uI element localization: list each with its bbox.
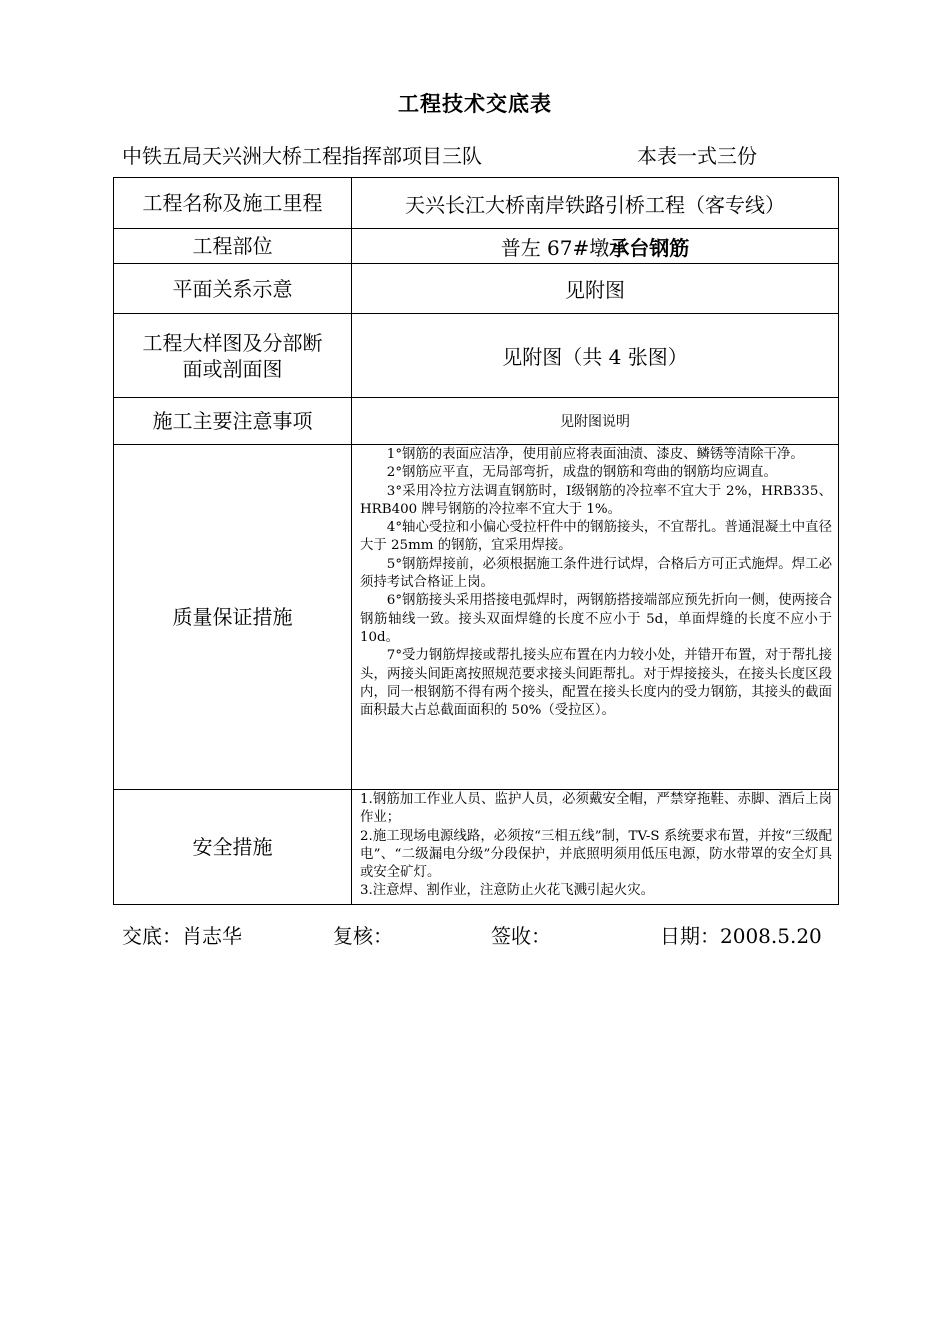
document-title: 工程技术交底表	[398, 91, 552, 116]
quality-item: 1°钢筋的表面应洁净，使用前应将表面油渍、漆皮、鳞锈等清除干净。	[386, 447, 804, 462]
project-name-label: 工程名称及施工里程	[114, 178, 352, 229]
table-row	[114, 445, 839, 790]
quality-item: 5°钢筋焊接前，必须根据施工条件进行试焊，合格后方可正式施焊。焊工必须持考试合格证上岗。	[360, 556, 832, 591]
project-part-pier: 普左 67#墩	[500, 235, 610, 260]
notes-label: 施工主要注意事项	[114, 398, 352, 445]
safety-label: 安全措施	[114, 790, 352, 905]
table-row	[114, 178, 839, 229]
quality-label: 质量保证措施	[114, 445, 352, 790]
quality-item: 7°受力钢筋焊接或帮扎接头应布置在内力较小处，并错开布置，对于帮扎接头，两接头间距离按照规范要求接头间距帮扎。对于焊接接头，在接头长度区段内，同一根钢筋不得有两个接头，配置在接头长度内的受力钢筋，其接头的截面面积最大占总截面面积的 50%（受拉区）。	[360, 648, 832, 719]
safety-item: 2.施工现场电源线路，必须按“三相五线”制，TV-S 系统要求布置，并按“三级配电”、“二级漏电分级”分段保护，并底照明须用低压电源，防水带罩的安全灯具或安全矿灯。	[360, 828, 832, 881]
safety-item: 1.钢筋加工作业人员、监护人员，必须戴安全帽，严禁穿拖鞋、赤脚、酒后上岗作业；	[360, 792, 832, 826]
handover-date: 日期：2008.5.20	[660, 924, 822, 948]
detail-drawing-label	[114, 314, 352, 398]
safety-measures	[352, 790, 839, 905]
plan-label: 平面关系示意	[114, 264, 352, 314]
quality-item: 6°钢筋接头采用搭接电弧焊时，两钢筋搭接端部应预先折向一侧，使两接合钢筋轴线一致。接头双面焊缝的长度不应小于 5d，单面焊缝的长度不应小于 10d。	[360, 593, 832, 645]
table-row	[114, 229, 839, 264]
project-part-value	[352, 229, 839, 264]
quality-item: 3°采用冷拉方法调直钢筋时，Ⅰ级钢筋的冷拉率不宜大于 2%，HRB335、HRB400 牌号钢筋的冷拉率不宜大于 1%。	[360, 483, 832, 517]
project-part-label: 工程部位	[114, 229, 352, 264]
notes-value: 见附图说明	[352, 398, 839, 445]
detail-label-line2: 面或剖面图	[182, 356, 283, 381]
copies-note: 本表一式三份	[637, 144, 757, 168]
detail-drawing-value: 见附图（共 4 张图）	[352, 314, 839, 398]
project-name-value: 天兴长江大桥南岸铁路引桥工程（客专线）	[352, 178, 839, 229]
reviewed-by: 复核：	[333, 924, 393, 948]
handover-table	[113, 177, 839, 905]
detail-label-line1: 工程大样图及分部断	[142, 330, 323, 355]
quality-item: 4°轴心受拉和小偏心受拉杆件中的钢筋接头，不宜帮扎。普通混凝土中直径大于 25mm 的钢筋，宜采用焊接。	[360, 520, 832, 554]
handover-by: 交底：肖志华	[122, 924, 242, 948]
table-row	[114, 398, 839, 445]
safety-item: 3.注意焊、割作业，注意防止火花飞溅引起火灾。	[360, 883, 654, 899]
table-row	[114, 790, 839, 905]
plan-value: 见附图	[352, 264, 839, 314]
table-row	[114, 264, 839, 314]
quality-measures	[352, 445, 839, 790]
issuing-unit: 中铁五局天兴洲大桥工程指挥部项目三队	[122, 144, 482, 168]
quality-item: 2°钢筋应平直，无局部弯折，成盘的钢筋和弯曲的钢筋均应调直。	[386, 465, 777, 481]
received-by: 签收：	[491, 924, 551, 948]
table-row	[114, 314, 839, 398]
project-part-component: 承台钢筋	[609, 235, 690, 260]
